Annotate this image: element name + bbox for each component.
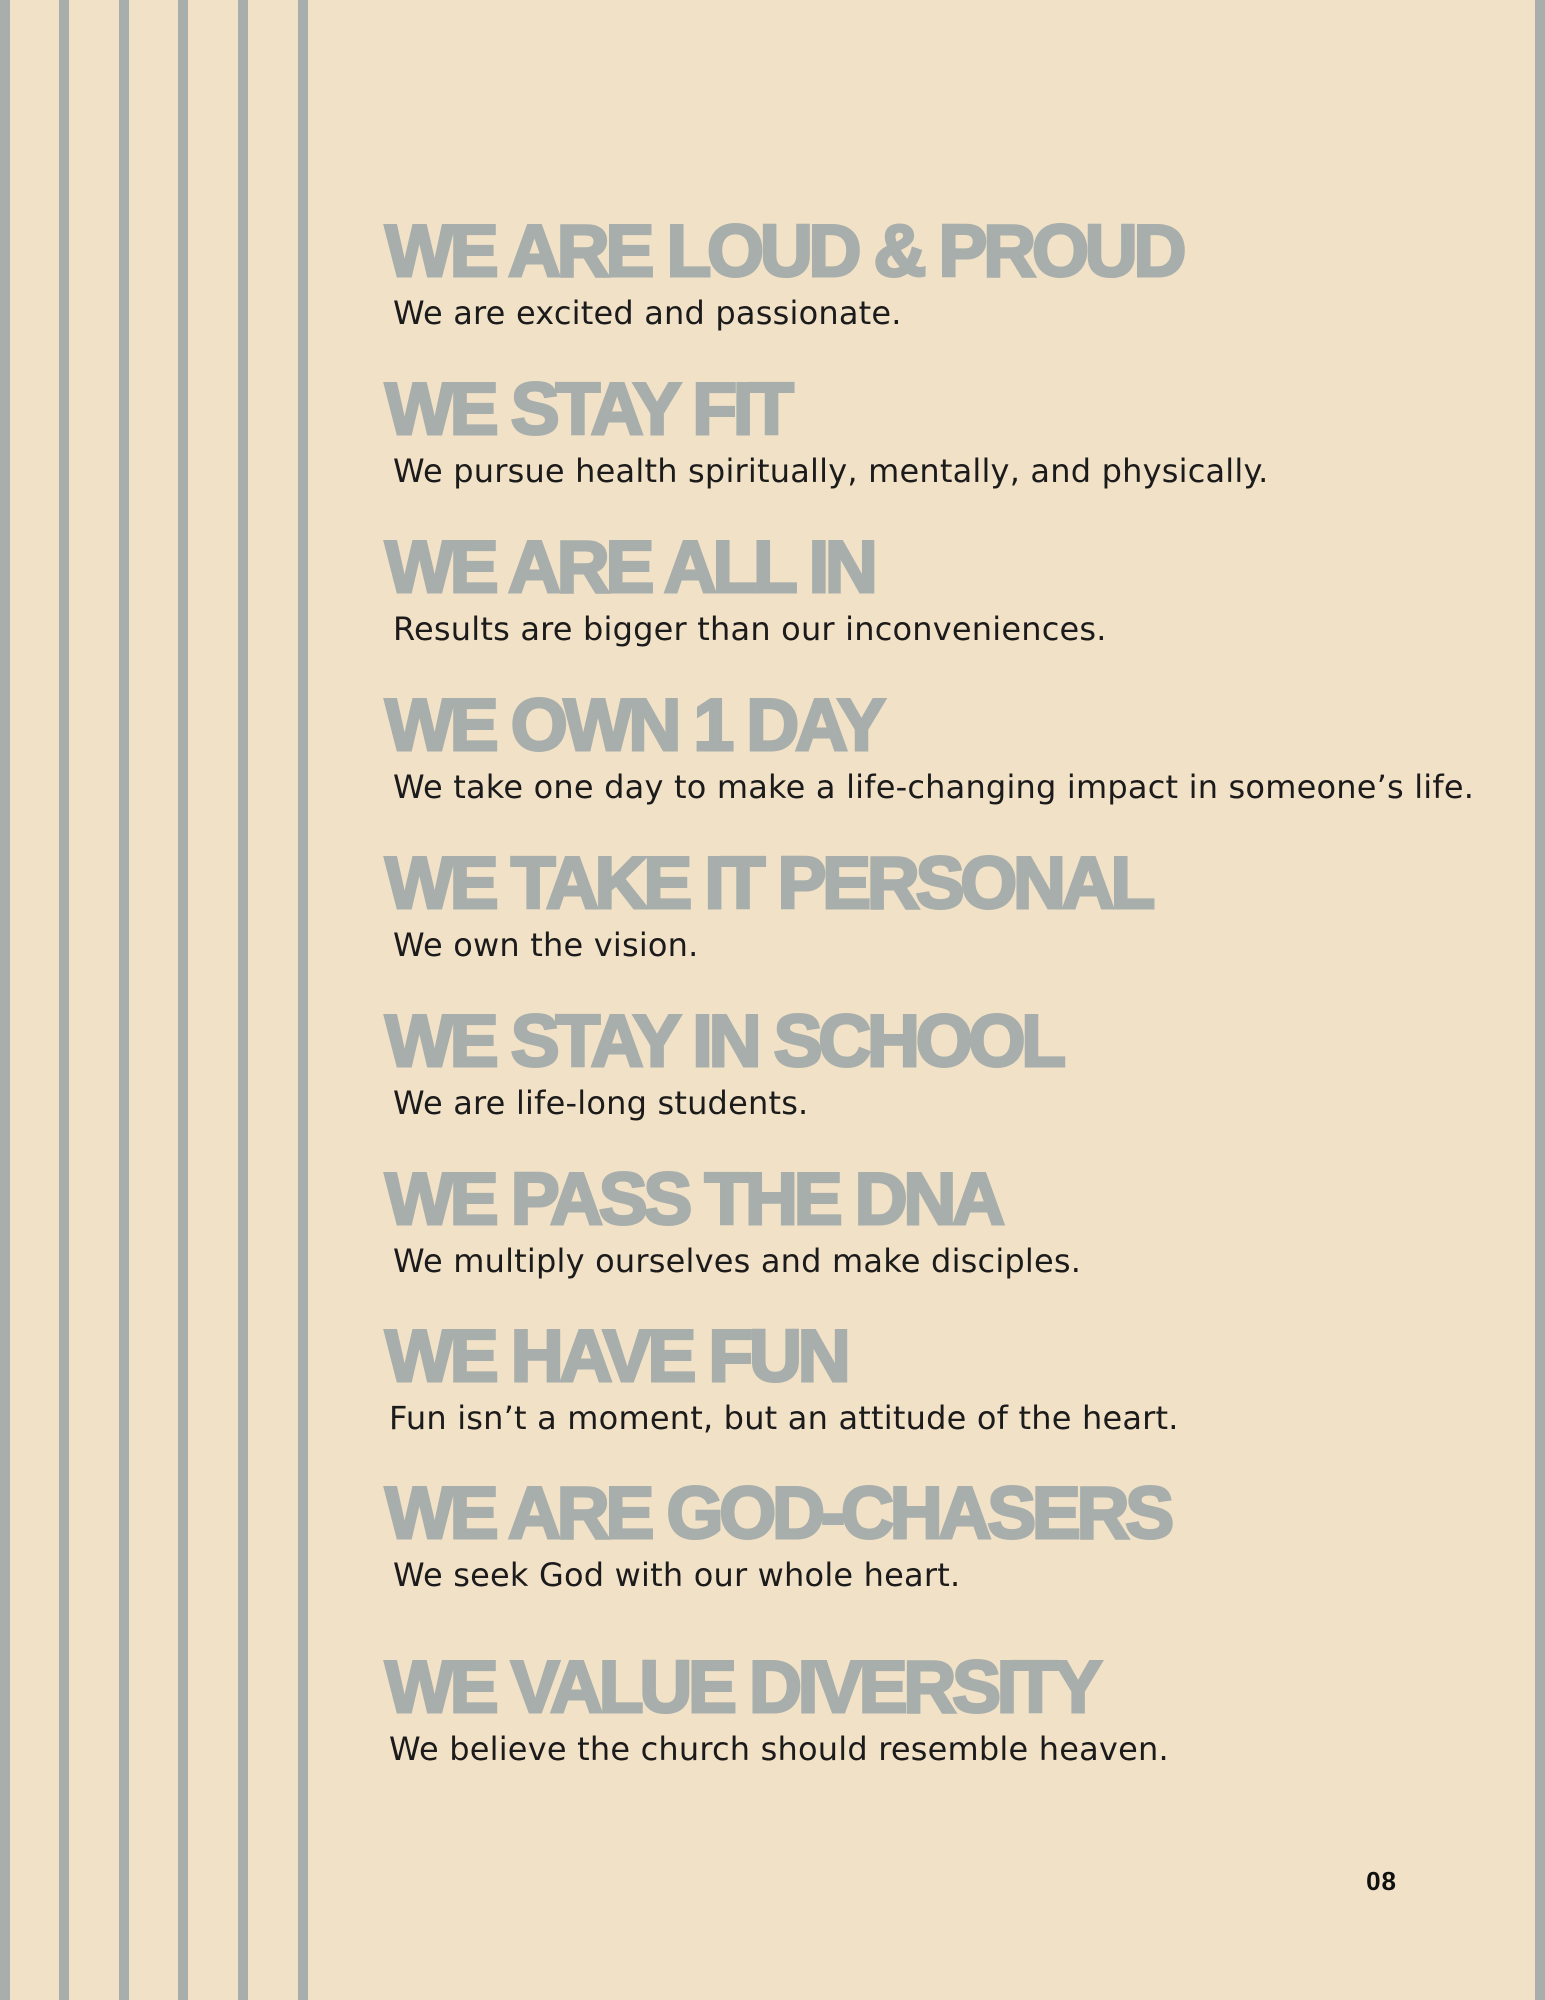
value-title: WE TAKE IT PERSONAL	[385, 843, 1152, 924]
value-title: WE PASS THE DNA	[385, 1159, 1001, 1240]
value-item	[385, 213, 1445, 333]
page-number: 08	[1366, 1866, 1397, 1896]
value-item	[385, 1161, 1445, 1281]
value-title: WE HAVE FUN	[385, 1316, 847, 1397]
value-description: We seek God with our whole heart.	[393, 1556, 961, 1594]
decorative-stripe	[1535, 0, 1545, 2000]
value-description: Results are bigger than our inconveniences.	[393, 610, 1107, 648]
value-item	[385, 845, 1445, 965]
value-description: We own the vision.	[393, 926, 699, 964]
decorative-stripe	[59, 0, 69, 2000]
decorative-stripe	[119, 0, 129, 2000]
value-item	[385, 371, 1445, 491]
value-title: WE STAY FIT	[385, 369, 790, 450]
value-item	[385, 1318, 1445, 1438]
value-title: WE ARE LOUD & PROUD	[385, 211, 1183, 292]
value-title: WE VALUE DIVERSITY	[385, 1647, 1099, 1728]
value-item	[385, 1003, 1445, 1123]
decorative-stripe	[178, 0, 188, 2000]
value-item	[385, 1649, 1445, 1769]
value-title: WE ARE ALL IN	[385, 527, 874, 608]
value-item	[385, 685, 1475, 807]
value-description: We pursue health spiritually, mentally, and physically.	[393, 452, 1269, 490]
decorative-stripe	[238, 0, 248, 2000]
value-title: WE STAY IN SCHOOL	[385, 1001, 1062, 1082]
value-description: We believe the church should resemble heaven.	[389, 1730, 1169, 1768]
value-description: We multiply ourselves and make disciples.	[393, 1242, 1082, 1280]
value-title: WE OWN 1 DAY	[385, 685, 882, 766]
value-description: We are life-long students.	[393, 1084, 809, 1122]
value-title: WE ARE GOD-CHASERS	[385, 1473, 1171, 1554]
value-description: Fun isn’t a moment, but an attitude of the heart.	[389, 1399, 1179, 1437]
value-description: We are excited and passionate.	[393, 294, 902, 332]
value-item	[385, 1475, 1445, 1595]
value-item	[385, 529, 1445, 649]
value-description: We take one day to make a life-changing impact in someone’s life.	[393, 768, 1475, 806]
decorative-stripe	[0, 0, 10, 2000]
decorative-stripe	[298, 0, 308, 2000]
